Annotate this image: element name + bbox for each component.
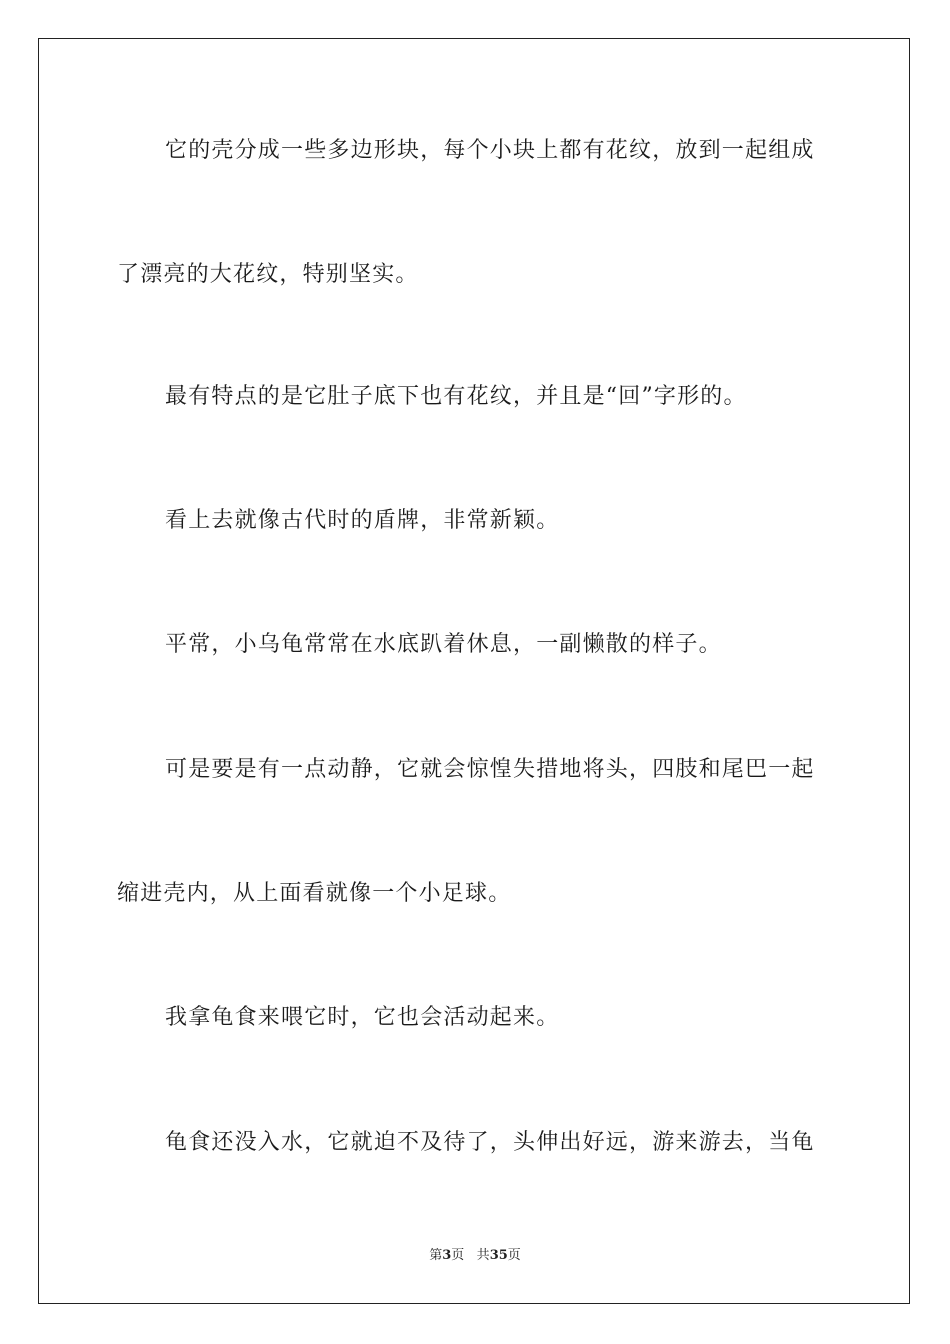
page-border — [38, 38, 910, 1304]
paragraph-line-2: 了漂亮的大花纹，特别坚实。 — [117, 262, 419, 287]
paragraph-line-3: 最有特点的是它肚子底下也有花纹，并且是“回”字形的。 — [165, 384, 747, 409]
paragraph-line-8: 我拿龟食来喂它时，它也会活动起来。 — [165, 1005, 560, 1030]
footer-page-prefix: 第 — [429, 1248, 443, 1263]
paragraph-line-7: 缩进壳内，从上面看就像一个小足球。 — [117, 881, 512, 906]
paragraph-line-4: 看上去就像古代时的盾牌，非常新颖。 — [165, 508, 560, 533]
footer-page-suffix: 页 — [451, 1248, 465, 1263]
paragraph-line-9: 龟食还没入水，它就迫不及待了，头伸出好远，游来游去，当龟 — [165, 1130, 815, 1155]
footer-page-number: 3 — [442, 1248, 452, 1263]
paragraph-line-1: 它的壳分成一些多边形块，每个小块上都有花纹，放到一起组成 — [165, 138, 815, 163]
paragraph-line-5: 平常，小乌龟常常在水底趴着休息，一副懒散的样子。 — [165, 632, 722, 657]
footer-total-suffix: 页 — [507, 1248, 521, 1263]
paragraph-line-6: 可是要是有一点动静，它就会惊惶失措地将头，四肢和尾巴一起 — [165, 757, 815, 782]
footer-total-prefix: 共 — [476, 1248, 490, 1263]
page-footer — [0, 1248, 950, 1264]
footer-total-pages: 35 — [489, 1248, 508, 1263]
